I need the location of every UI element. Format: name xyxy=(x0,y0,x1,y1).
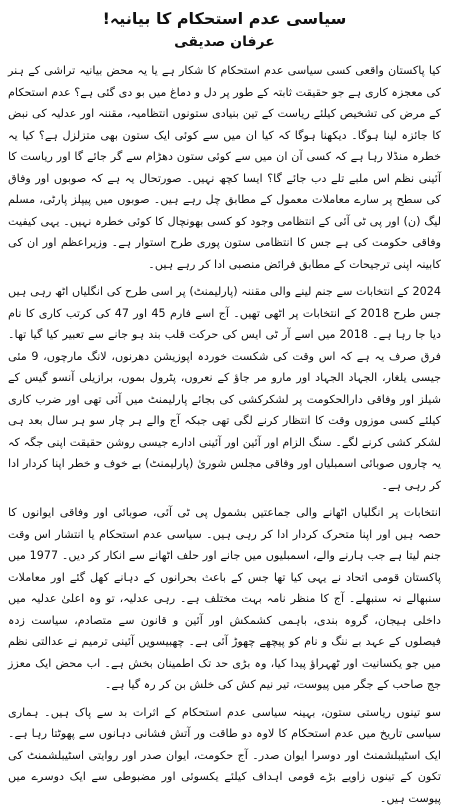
paragraph: انتخابات پر انگلیاں اٹھانے والی جماعتیں بشمول پی ٹی آئی، صوبائی اور وفاقی ایوانوں کا حصہ ہیں اور اپنا متحرک کردار ادا کر رہی ہیں۔ سیاسی عدم استحکام یا انتشار اس وقت جنم لیتا ہے جب ہارنے والے، اسمبلیوں میں جانے اور حلف اٹھانے سے انکار کر دیں۔ 1977 میں پاکستان قومی اتحاد نے یہی کیا تھا جس کے باعث بحرانوں کے دہانے کھل گئے اور معاملات سنبھالے نہ سنبھلے۔ آج کا منظر نامہ بہت مختلف ہے۔ رہی عدلیہ، تو وہ اعلیٰ عدلیہ میں داخلی ہیجان، گروہ بندی، باہمی کشمکش اور آئین و قانون سے متصادم، سیاست زدہ فیصلوں کے عہد بے ننگ و نام کو پیچھے چھوڑ آئی ہے۔ چھبیسویں آئینی ترمیم نے عدالتی نظم میں جو یکسانیت اور ٹھہراؤ پیدا کیا، وہ بڑی حد تک اطمینان بخش ہے۔ اب محض ایک معزز جج صاحب کے جگر میں پیوست، تیر نیم کش کی خلش بن کر رہ گیا ہے۔ xyxy=(8,502,441,696)
author-byline: عرفان صدیقی xyxy=(8,32,441,52)
paragraph: 2024 کے انتخابات سے جنم لینے والی مقننہ (پارلیمنٹ) پر اسی طرح کی انگلیاں اٹھ رہی ہیں جس طرح 2018 کے انتخابات پر اٹھی تھیں۔ آج اسے فارم 45 اور 47 کی کرتب کاری کا نام دیا جا رہا ہے۔ 2018 میں اسے آر ٹی ایس کی حرکت قلب بند ہو جانے سے تعبیر کیا گیا تھا۔ فرق صرف یہ ہے کہ اس وقت کی شکست خوردہ اپوزیشن دھرنوں، لانگ مارچوں، 9 مئی جیسی یلغار، الجہاد الجہاد اور مارو مر جاؤ کے نعروں، پٹرول بموں، برازیلی آنسو گیس کے شیلز اور وفاقی دارالحکومت پر لشکرکشی کی بجائے پارلیمنٹ میں آئی تھی اور ضرب کاری کیلئے کسی موزوں وقت کا انتظار کرنے لگی تھی جبکہ آج والے ہر چار سو ہر سال بعد ہی لشکر کشی کرنے لگے۔ سنگ الزام اور آئین اور آئینی ادارے جیسی روشن حقیقت اپنی جگہ کہ یہ چاروں صوبائی اسمبلیاں اور وفاقی مجلس شوریٰ (پارلیمنٹ) بے خوف و خطر اپنا کردار ادا کر رہی ہے۔ xyxy=(8,281,441,496)
column-title: سیاسی عدم استحکام کا بیانیہ! xyxy=(8,8,441,30)
paragraph: کیا پاکستان واقعی کسی سیاسی عدم استحکام کا شکار ہے یا یہ محض بیانیہ تراشی کے ہنر کی معجزہ کاری ہے جو حقیقت ثابتہ کے طور پر دل و دماغ میں بو دی گئی ہے؟ عدم استحکام کے مرض کی تشخیص کیلئے ریاست کے تین بنیادی ستونوں انتظامیہ، مقننہ اور عدلیہ کی نبض کا جائزہ لینا ہوگا۔ دیکھنا ہوگا کہ کیا ان میں سے کوئی ایک ستون بھی متزلزل ہے؟ کیا یہ خطرہ منڈلا رہا ہے کہ کسی آن ان میں سے کوئی ستون دھڑام سے گر جائے گا اور ریاست کا آئینی نظم اس ملبے تلے دب جائے گا؟ ایسا کچھ نہیں۔ صورتحال یہ ہے کہ صوبوں اور وفاق کی سطح پر سارے معاملات معمول کے مطابق چل رہے ہیں۔ صوبوں میں پیپلز پارٹی، مسلم لیگ (ن) اور پی ٹی آئی کے انتظامی وجود کو کسی بھونچال کا کوئی خطرہ نہیں۔ یہی کیفیت وفاقی حکومت کی ہے جس کا انتظامی ستون پوری طرح استوار ہے۔ وزیراعظم اور ان کی کابینہ اپنی ترجیحات کے مطابق فرائض منصبی ادا کر رہے ہیں۔ xyxy=(8,60,441,275)
paragraph: سو تینوں ریاستی ستون، بہینہ سیاسی عدم استحکام کے اثرات بد سے پاک ہیں۔ ہماری سیاسی تاریخ میں عدم استحکام کا لاوہ دو طاقت ور آتش فشانی دہانوں سے پھوٹتا رہا ہے۔ ایک اسٹیبلشمنٹ اور دوسرا ایوان صدر۔ آج حکومت، ایوان صدر اور روایتی اسٹیبلشمنٹ کی تکون کے تینوں زاویے بڑے قومی اہداف کیلئے یکسوئی اور مضبوطی سے ایک دوسرے میں پیوست ہیں۔ xyxy=(8,702,441,809)
column-body xyxy=(8,60,441,809)
